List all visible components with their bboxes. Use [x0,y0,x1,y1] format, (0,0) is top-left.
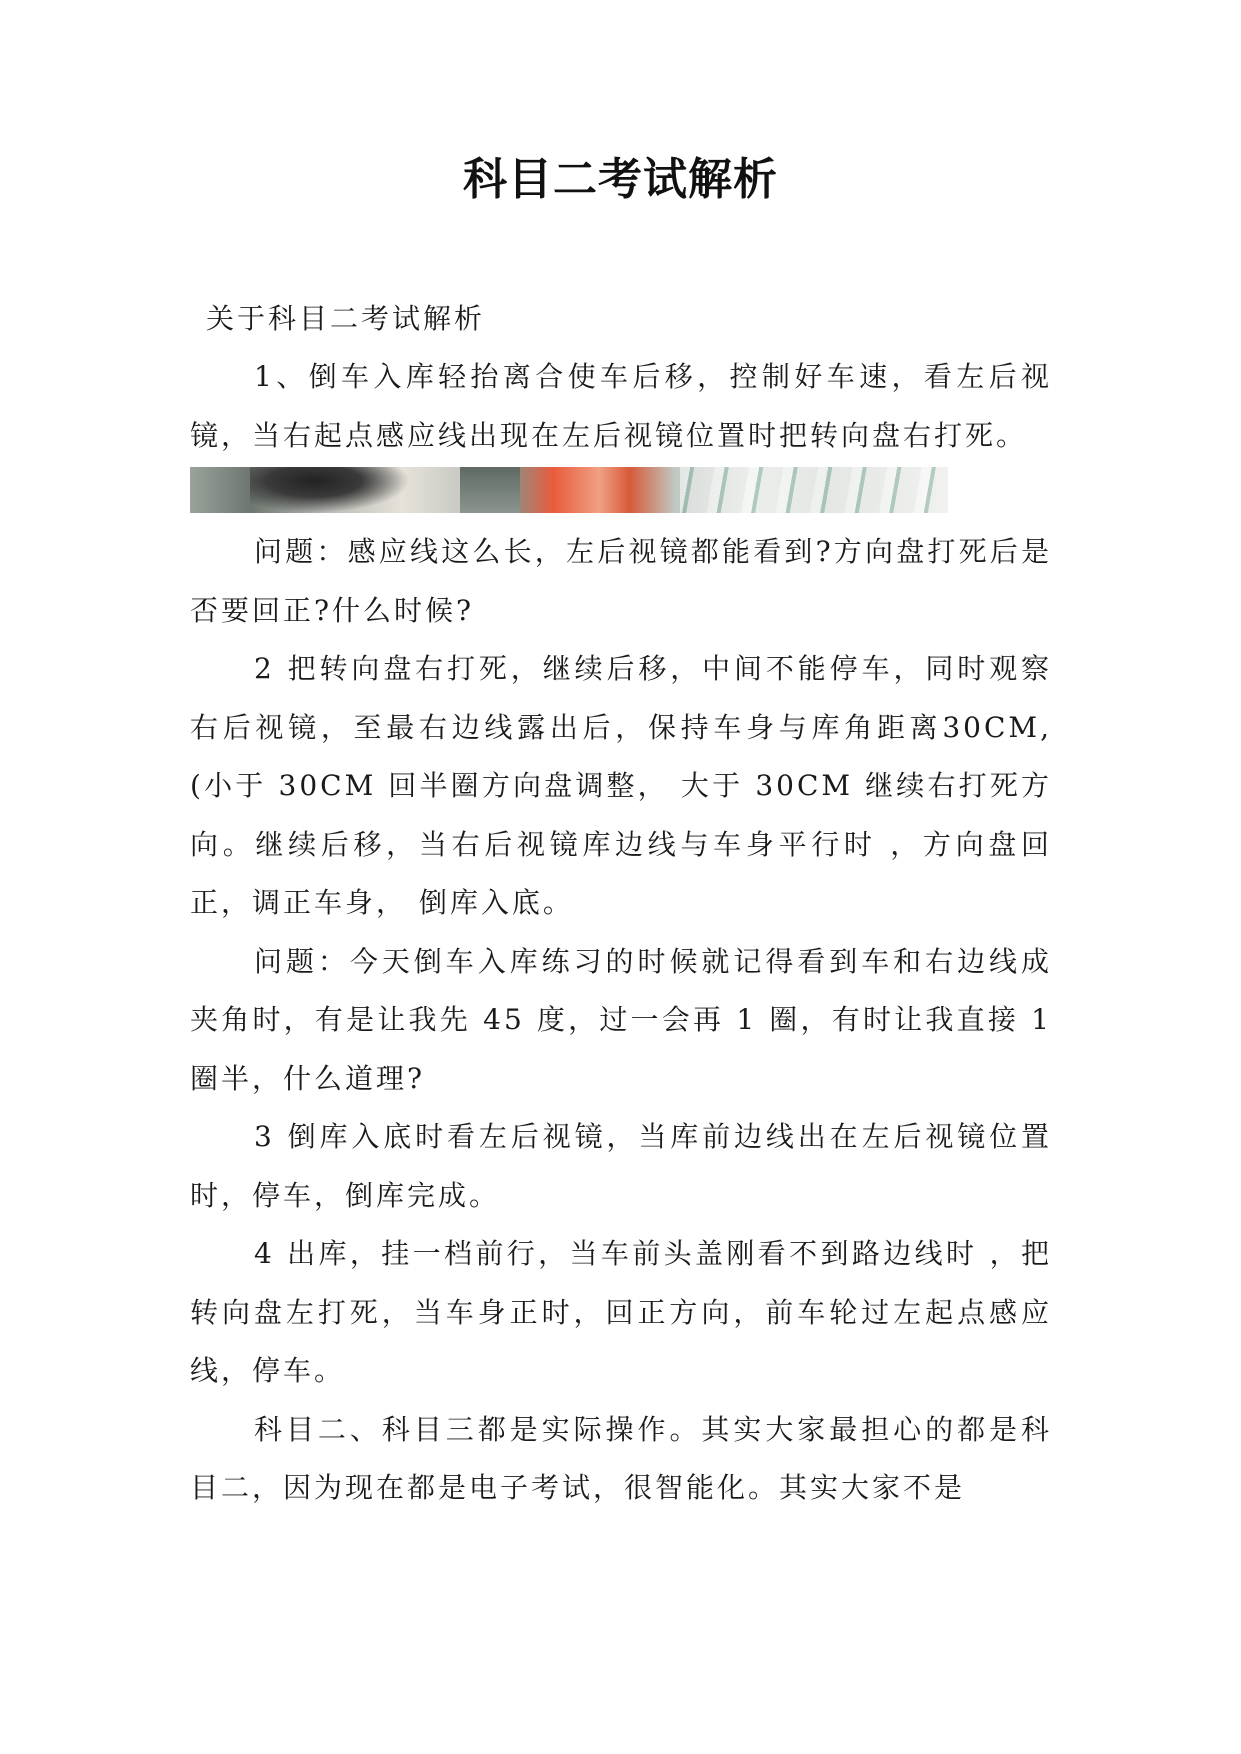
photo-shadow-region [250,467,410,513]
paragraph-step-2: 2 把转向盘右打死，继续后移，中间不能停车，同时观察右后视镜，至最右边线露出后，保持车身与库角距离30CM,(小于 30CM 回半圈方向盘调整， 大于 30CM 继续右打死方向。继续后移，当右后视镜库边线与车身平行时 ，方向盘回正，调正车身， 倒库入底。 [190,652,1052,919]
document-body [190,290,1052,1518]
paragraph-question-2: 问题：今天倒车入库练习的时候就记得看到车和右边线成夹角时，有是让我先 45 度，过一会再 1 圈，有时让我直接 1 圈半，什么道理? [190,944,1052,1095]
document-title: 科目二考试解析 [463,154,778,205]
embedded-photo [190,467,948,513]
photo-shadow-region [460,467,520,513]
paragraph-step-4: 4 出库，挂一档前行，当车前头盖刚看不到路边线时 ，把转向盘左打死，当车身正时，回正方向，前车轮过左起点感应线，停车。 [190,1237,1052,1387]
paragraph-step-3: 3 倒库入底时看左后视镜，当库前边线出在左后视镜位置时，停车，倒库完成。 [190,1120,1052,1212]
paragraph-summary: 科目二、科目三都是实际操作。其实大家最担心的都是科目二，因为现在都是电子考试，很智能化。其实大家不是 [190,1412,1052,1504]
intro-line: 关于科目二考试解析 [206,302,486,335]
paragraph-step-1: 1、倒车入库轻抬离合使车后移，控制好车速，看左后视镜，当右起点感应线出现在左后视镜位置时把转向盘右打死。 [190,360,1052,452]
photo-highlight-region [680,467,940,513]
paragraph-question-1: 问题：感应线这么长，左后视镜都能看到?方向盘打死后是否要回正?什么时候? [190,535,1052,627]
